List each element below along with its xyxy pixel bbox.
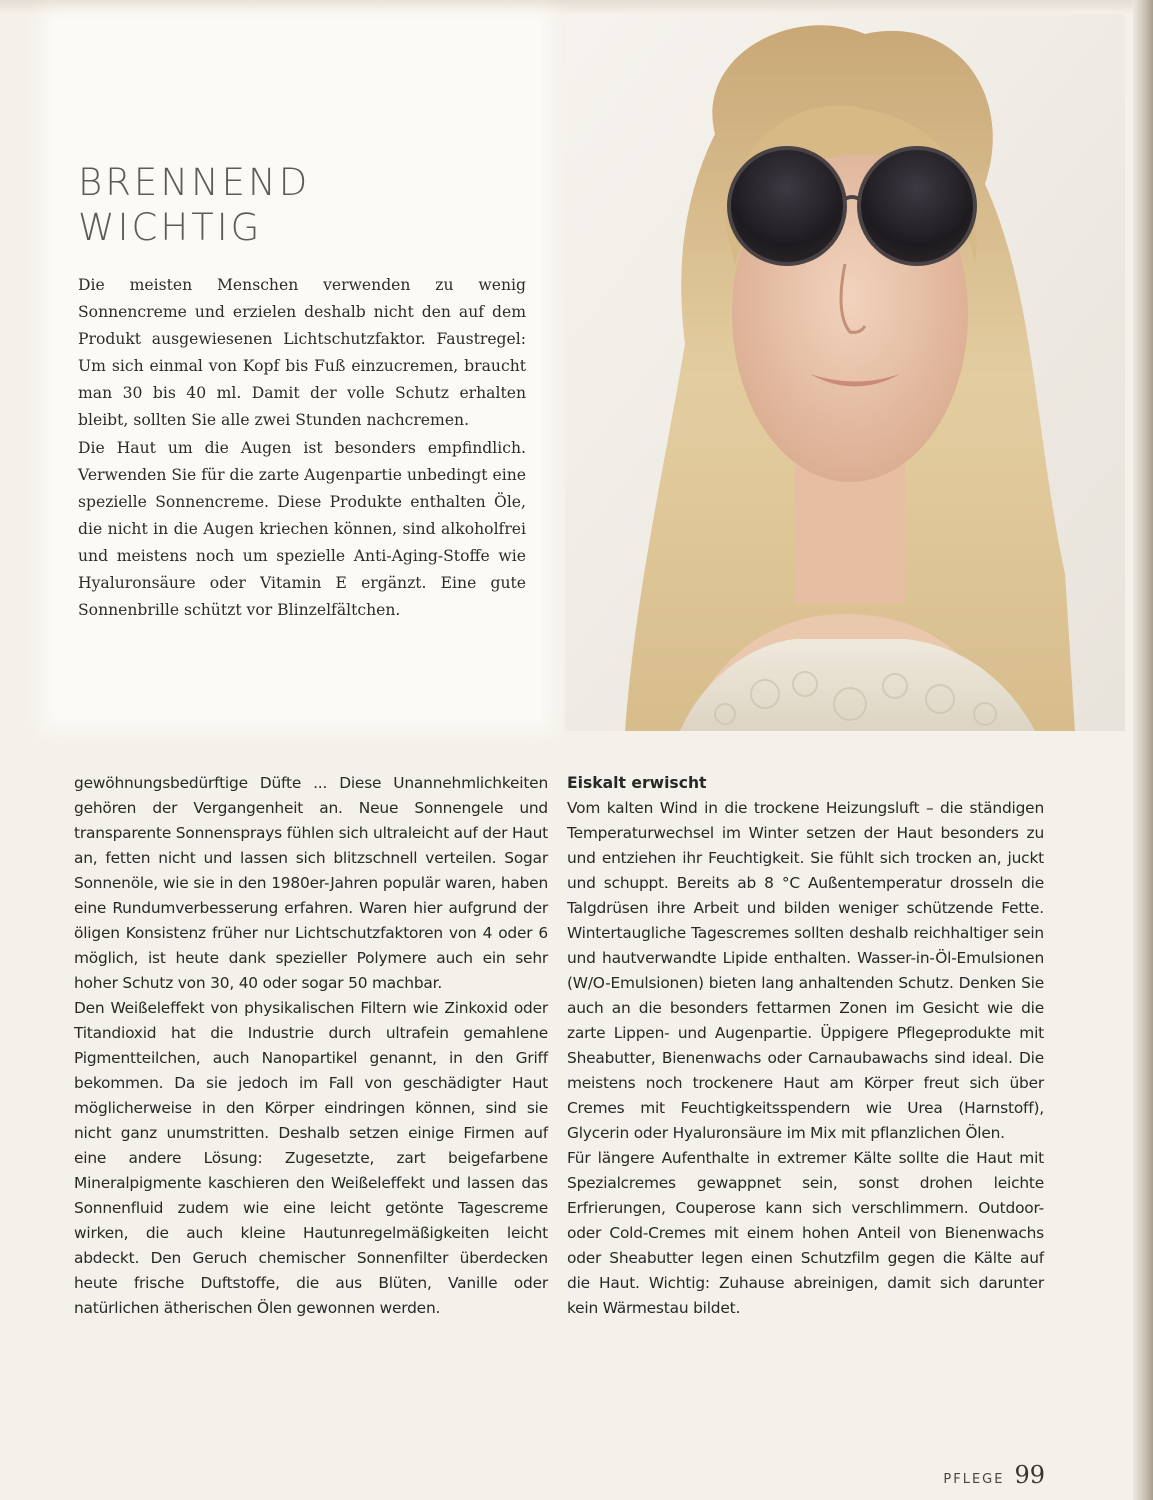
right-column	[567, 771, 1044, 1321]
section-label: PFLEGE	[943, 1472, 1005, 1487]
left-column	[74, 771, 548, 1321]
page-top-shadow	[0, 0, 1153, 14]
body-paragraph: gewöhnungsbedürftige Düfte ... Diese Unannehmlichkeiten gehören der Vergangenheit an. Neue Sonnengele und transparente Sonnensprays fühlen sich ultraleicht auf der Haut an, fetten nicht und lassen sich blitzschnell verteilen. Sogar Sonnenöle, wie sie in den 1980er-Jahren populär waren, haben eine Rundumverbesserung erfahren. Waren hier aufgrund der öligen Konsistenz früher nur Lichtschutzfaktoren von 4 oder 6 möglich, ist heute dank spezieller Polymere auch ein sehr hoher Schutz von 30, 40 oder sogar 50 machbar.	[74, 774, 548, 992]
portrait-photo	[565, 14, 1125, 731]
title-line-2: WICHTIG	[78, 206, 263, 249]
article-title	[78, 160, 310, 250]
page-footer	[943, 1461, 1045, 1489]
section-heading: Eiskalt erwischt	[567, 774, 707, 792]
intro-paragraph: Die meisten Menschen verwenden zu wenig Sonnencreme und erzielen deshalb nicht den auf dem Produkt ausgewiesenen Lichtschutzfaktor. Faustregel: Um sich einmal von Kopf bis Fuß einzucremen, braucht man 30 bis 40 ml. Damit der volle Schutz erhalten bleibt, sollten Sie alle zwei Stunden nachcremen.	[78, 276, 526, 430]
body-paragraph: Vom kalten Wind in die trockene Heizungsluft – die ständigen Temperaturwechsel im Winter setzen der Haut besonders zu und entziehen ihr Feuchtigkeit. Sie fühlt sich trocken an, juckt und schuppt. Bereits ab 8 °C Außentemperatur drosseln die Talgdrüsen ihre Arbeit und bilden weniger schützende Fette. Wintertaugliche Tagescremes sollten deshalb reichhaltiger sein und hautverwandte Lipide enthalten. Wasser-in-Öl-Emulsionen (W/O-Emulsionen) bieten lang anhaltenden Schutz. Denken Sie auch an die besonders fettarmen Zonen im Gesicht wie die zarte Lippen- und Augenpartie. Üppigere Pflegeprodukte mit Sheabutter, Bienenwachs oder Carnaubawachs sind ideal. Die meistens noch trockenere Haut am Körper freut sich über Cremes mit Feuchtigkeitsspendern wie Urea (Harnstoff), Glycerin oder Hyaluronsäure im Mix mit pflanzlichen Ölen.	[567, 799, 1044, 1142]
portrait-illustration	[565, 14, 1125, 731]
body-paragraph: Für längere Aufenthalte in extremer Kälte sollte die Haut mit Spezialcremes gewappnet sein, sonst drohen leichte Erfrierungen, Couperose kann sich verschlimmern. Outdoor- oder Cold-Cremes mit einem hohen Anteil von Bienenwachs oder Sheabutter legen einen Schutzfilm gegen die Kälte auf die Haut. Wichtig: Zuhause abreinigen, damit sich darunter kein Wärmestau bildet.	[567, 1149, 1044, 1317]
intro-paragraph: Die Haut um die Augen ist besonders empfindlich. Verwenden Sie für die zarte Augenpartie unbedingt eine spezielle Sonnencreme. Diese Produkte enthalten Öle, die nicht in die Augen kriechen können, sind alkoholfrei und meistens noch um spezielle Anti-Aging-Stoffe wie Hyaluronsäure oder Vitamin E ergänzt. Eine gute Sonnenbrille schützt vor Blinzelfältchen.	[78, 438, 526, 620]
title-line-1: BRENNEND	[78, 161, 311, 204]
page-binding-edge	[1133, 0, 1153, 1500]
page-number: 99	[1014, 1461, 1045, 1489]
intro-text	[78, 272, 526, 624]
body-paragraph: Den Weißeleffekt von physikalischen Filtern wie Zinkoxid oder Titandioxid hat die Industrie durch ultrafein gemahlene Pigmentteilchen, auch Nanopartikel genannt, in den Griff bekommen. Da sie jedoch im Fall von geschädigter Haut möglicherweise in den Körper eindringen können, sind sie nicht ganz unumstritten. Deshalb setzen einige Firmen auf eine andere Lösung: Zugesetzte, zart beigefarbene Mineralpigmente kaschieren den Weißeleffekt und lassen das Sonnenfluid zudem wie eine leicht getönte Tagescreme wirken, die auch kleine Hautunregelmäßigkeiten leicht abdeckt. Den Geruch chemischer Sonnenfilter überdecken heute frische Duftstoffe, die aus Blüten, Vanille oder natürlichen ätherischen Ölen gewonnen werden.	[74, 999, 548, 1317]
